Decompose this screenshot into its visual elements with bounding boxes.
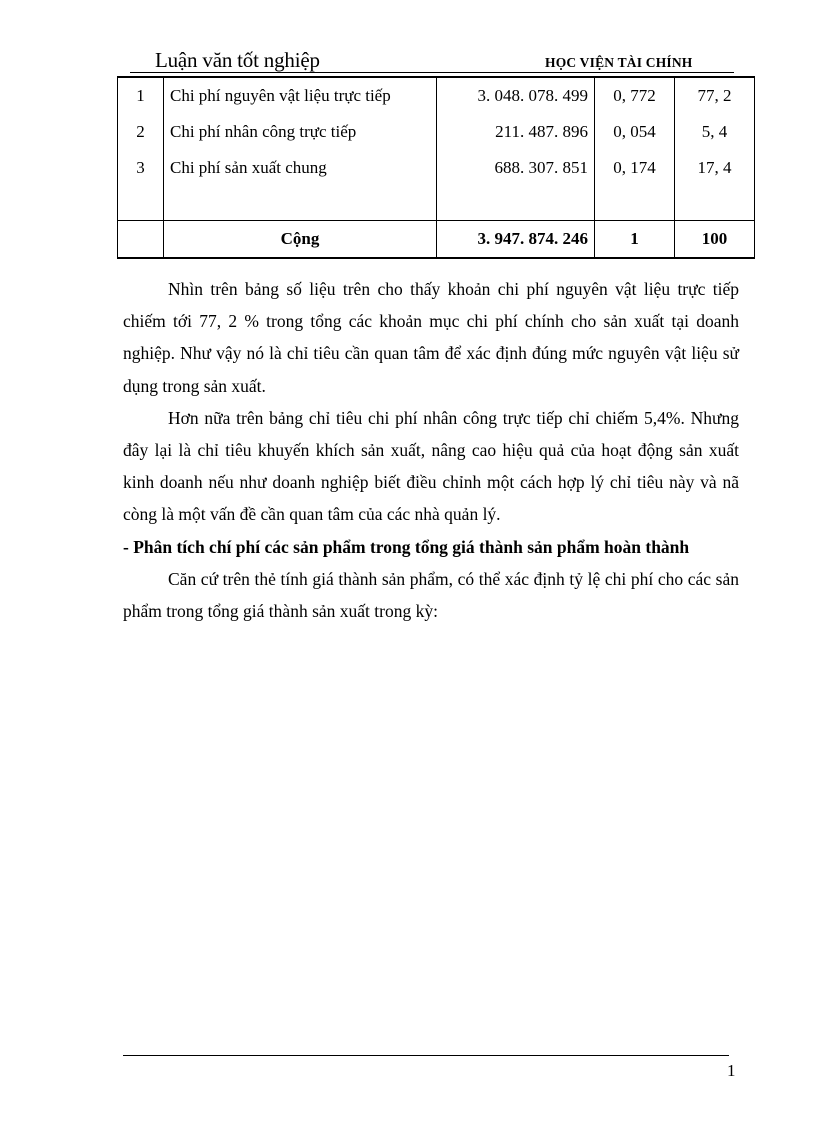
cost-item-name: Chi phí nhân công trực tiếp — [164, 114, 437, 150]
total-percent: 100 — [675, 221, 755, 259]
row-number: 3 — [118, 150, 164, 186]
cost-ratio: 0, 174 — [595, 150, 675, 186]
table-row — [118, 114, 755, 150]
empty-cell — [118, 221, 164, 259]
empty-cell — [595, 186, 675, 221]
table-total-row — [118, 221, 755, 259]
table-row — [118, 77, 755, 114]
cost-percent: 5, 4 — [675, 114, 755, 150]
page-number: 1 — [727, 1061, 736, 1080]
cost-ratio: 0, 054 — [595, 114, 675, 150]
total-amount: 3. 947. 874. 246 — [437, 221, 595, 259]
cost-amount: 211. 487. 896 — [437, 114, 595, 150]
empty-cell — [118, 186, 164, 221]
cost-percent: 77, 2 — [675, 77, 755, 114]
cost-item-name: Chi phí sản xuất chung — [164, 150, 437, 186]
header-thesis-title: Luận văn tốt nghiệp — [155, 48, 320, 72]
cost-structure-table — [117, 76, 755, 259]
paragraph-material-cost: Nhìn trên bảng số liệu trên cho thấy khoản chi phí nguyên vật liệu trực tiếp chiếm tới 77, 2 % trong tổng các khoản mục chi phí chính cho sản xuất tại doanh nghiệp. Như vậy nó là chỉ tiêu cần quan tâm để xác định đúng mức nguyên vật liệu sử dụng trong sản xuất. — [123, 279, 739, 396]
cost-percent: 17, 4 — [675, 150, 755, 186]
header-divider — [130, 72, 734, 73]
footer-divider — [123, 1055, 729, 1056]
header-institution-name: HỌC VIỆN TÀI CHÍNH — [545, 55, 693, 70]
table-row — [118, 150, 755, 186]
empty-cell — [164, 186, 437, 221]
empty-cell — [675, 186, 755, 221]
cost-amount: 688. 307. 851 — [437, 150, 595, 186]
row-number: 1 — [118, 77, 164, 114]
total-ratio: 1 — [595, 221, 675, 259]
table-spacer-row — [118, 186, 755, 221]
paragraph-labor-cost: Hơn nữa trên bảng chỉ tiêu chi phí nhân công trực tiếp chỉ chiếm 5,4%. Nhưng đây lại là chỉ tiêu khuyến khích sản xuất, nâng cao hiệu quả của hoạt động sản xuất kinh doanh nếu như doanh nghiệp biết điều chỉnh một cách hợp lý chỉ tiêu này và nã còng là một vấn đề cần quan tâm của các nhà quản lý. — [123, 407, 739, 525]
row-number: 2 — [118, 114, 164, 150]
paragraph-product-cost: Căn cứ trên thẻ tính giá thành sản phẩm, có thể xác định tỷ lệ chi phí cho các sản phẩm trong tổng giá thành sản xuất trong kỳ: — [123, 568, 739, 622]
cost-amount: 3. 048. 078. 499 — [437, 77, 595, 114]
body-text — [123, 273, 739, 627]
total-label: Cộng — [164, 221, 437, 259]
section-heading: - Phân tích chí phí các sản phẩm trong tổng giá thành sản phẩm hoàn thành — [123, 536, 690, 557]
cost-ratio: 0, 772 — [595, 77, 675, 114]
cost-item-name: Chi phí nguyên vật liệu trực tiếp — [164, 77, 437, 114]
empty-cell — [437, 186, 595, 221]
